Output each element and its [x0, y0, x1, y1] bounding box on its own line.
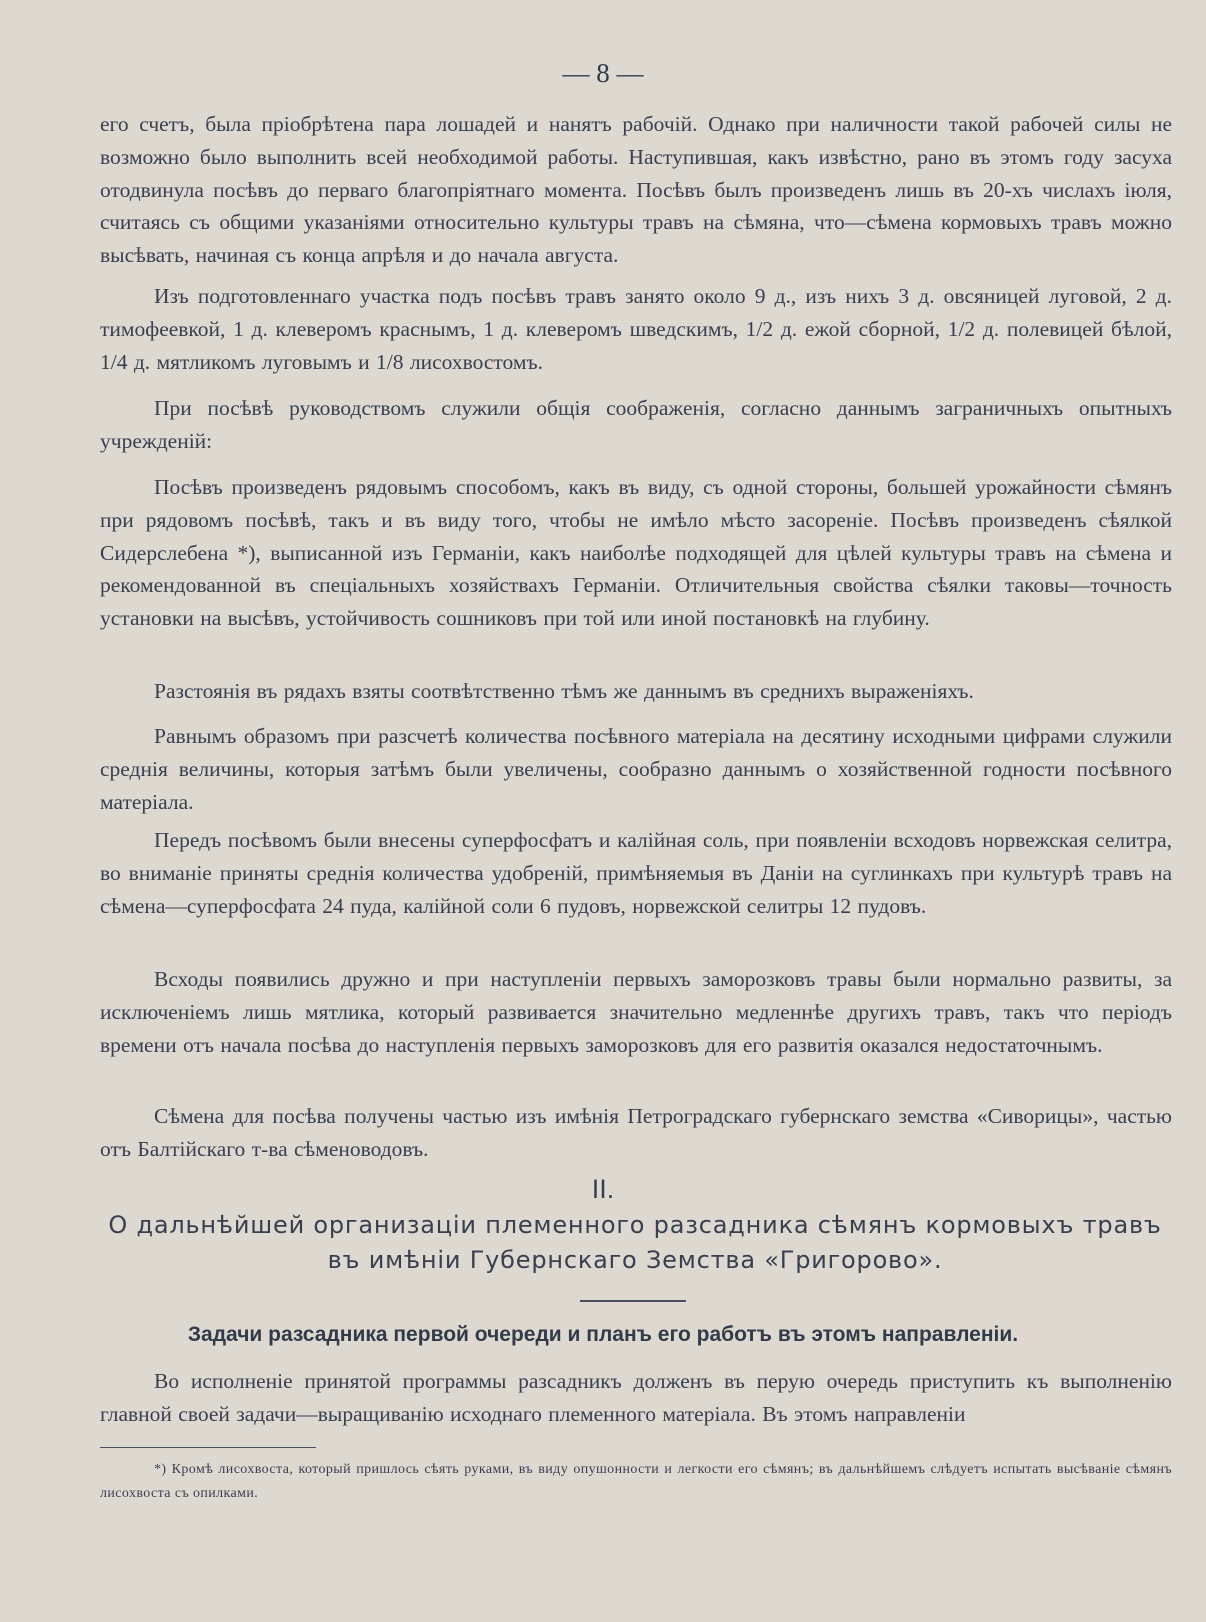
page-number: — 8 — — [562, 58, 644, 88]
paragraph-3: При посѣвѣ руководствомъ служили общія соображенія, согласно даннымъ заграничныхъ опытныхъ учрежденій: — [100, 396, 1172, 453]
paragraph-5: Разстоянія въ рядахъ взяты соотвѣтственно тѣмъ же даннымъ въ среднихъ выраженіяхъ. — [154, 679, 974, 703]
paragraph-1: его счетъ, была пріобрѣтена пара лошадей и нанятъ рабочій. Однако при наличности такой рабочей силы не возможно было выполнить всей необходимой работы. Наступившая, какъ извѣстно, рано въ этомъ году засуха отодвинула посѣвъ до перваго благопріятнаго момента. Посѣвъ былъ произведенъ лишь въ 20-хъ числахъ іюля, считаясь съ общими указаніями относительно культуры травъ на сѣмяна, что—сѣмена кормовыхъ травъ можно высѣвать, начиная съ конца апрѣля и до начала августа. — [100, 112, 1172, 268]
paragraph-7: Передъ посѣвомъ были внесены суперфосфатъ и калійная соль, при появленіи всходовъ норвежская селитра, во вниманіе приняты среднія количества удобреній, примѣняемыя въ Даніи на суглинкахъ при культурѣ травъ на сѣмена—суперфосфата 24 пуда, калійной соли 6 пудовъ, норвежской селитры 12 пудовъ. — [100, 828, 1172, 918]
paragraph-4: Посѣвъ произведенъ рядовымъ способомъ, какъ въ виду, съ одной стороны, большей урожайности сѣмянъ при рядовомъ посѣвѣ, такъ и въ виду того, чтобы не имѣло мѣсто засореніе. Посѣвъ произведенъ сѣялкой Сидерслебена *), выписанной изъ Германіи, какъ наиболѣе подходящей для цѣлей культуры травъ на сѣмена и рекомендованной въ спеціальныхъ хозяйствахъ Германіи. Отличительныя свойства сѣялки таковы—точность установки на высѣвъ, устойчивость сошниковъ при той или иной постановкѣ на глубину. — [100, 475, 1172, 631]
subheading: Задачи разсадника первой очереди и планъ его работъ въ этомъ направленіи. — [187, 1323, 1019, 1346]
footnote: *) Кромѣ лисохвоста, который пришлось сѣять руками, въ виду опушонности и легкости его сѣмянъ; въ дальнѣйшемъ слѣдуетъ испытать высѣваніе сѣмянъ лисохвоста съ опилками. — [100, 1462, 1172, 1501]
footnote-divider — [100, 1447, 316, 1448]
heading-divider — [580, 1300, 686, 1302]
paragraph-8: Всходы появились дружно и при наступленіи первыхъ заморозковъ травы были нормально развиты, за исключеніемъ лишь мятлика, который развивается значительно медленнѣе другихъ травъ, такъ что періодъ времени отъ начала посѣва до наступленія первыхъ заморозковъ для его развитія оказался недостаточнымъ. — [100, 967, 1172, 1057]
paragraph-6: Равнымъ образомъ при разсчетѣ количества посѣвного матеріала на десятину исходными цифрами служили среднія величины, которыя затѣмъ были увеличены, сообразно даннымъ о хозяйственной годности посѣвного матеріала. — [100, 724, 1172, 814]
paragraph-9: Сѣмена для посѣва получены частью изъ имѣнія Петроградскаго губернскаго земства «Сиворицы», частью отъ Балтійскаго т-ва сѣменоводовъ. — [100, 1104, 1172, 1161]
paragraph-10: Во исполненіе принятой программы разсадникъ долженъ въ перую очередь приступить къ выполненію главной своей задачи—выращиванію исходнаго племенного матеріала. Въ этомъ направленіи — [100, 1369, 1172, 1426]
section-heading: О дальнѣйшей организаціи племенного разсадника сѣмянъ кормовыхъ травъ въ имѣніи Губернскаго Земства «Григорово». — [108, 1211, 1162, 1274]
section-numeral: II. — [591, 1174, 615, 1204]
paragraph-2: Изъ подготовленнаго участка подъ посѣвъ травъ занято около 9 д., изъ нихъ 3 д. овсяницей луговой, 2 д. тимофеевкой, 1 д. клеверомъ краснымъ, 1 д. клеверомъ шведскимъ, 1/2 д. ежой сборной, 1/2 д. полевицей бѣлой, 1/4 д. мятликомъ луговымъ и 1/8 лисохвостомъ. — [100, 284, 1172, 374]
